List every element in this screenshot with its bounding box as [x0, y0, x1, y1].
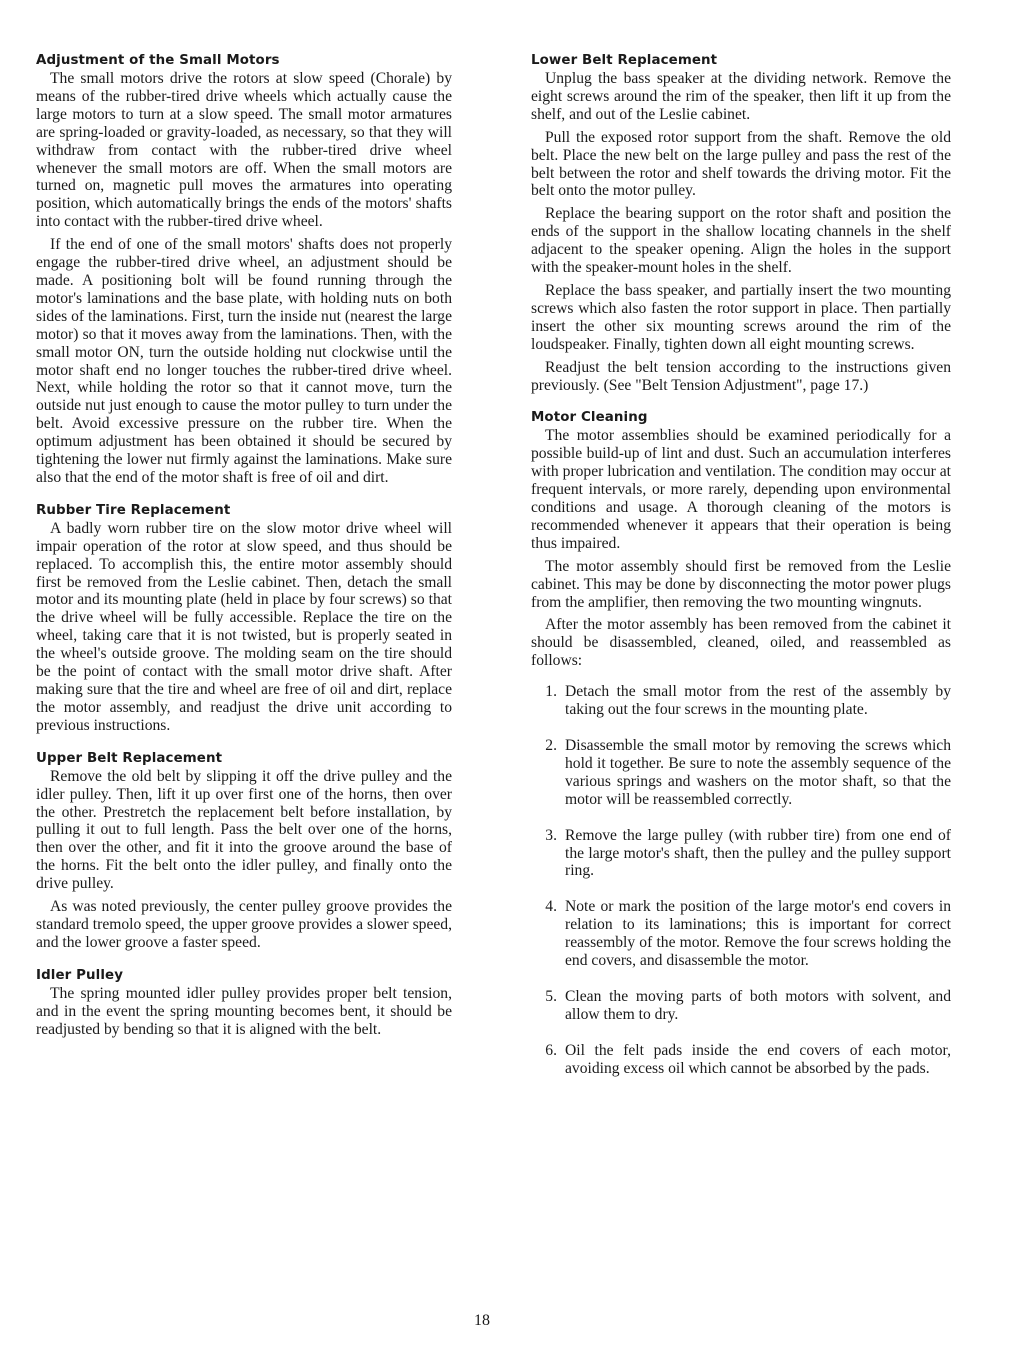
page-number: 18 [474, 1312, 490, 1329]
paragraph: The motor assembly should first be removed from the Leslie cabinet. This may be done by disconnecting the motor power plugs from the amplifier, then removing the two mounting wingnuts. [531, 557, 951, 611]
list-item [531, 737, 951, 809]
paragraph: Replace the bearing support on the rotor shaft and position the ends of the support in the shallow locating channels in the shelf adjacent to the speaker opening. Align the holes in the support with the speaker-mount holes in the shelf. [531, 205, 951, 277]
section-upper-belt-replacement [36, 750, 452, 952]
paragraph: Unplug the bass speaker at the dividing network. Remove the eight screws around the rim of the speaker, then lift it up from the shelf, and out of the Leslie cabinet. [531, 70, 951, 123]
step-number: 3. [545, 826, 557, 844]
list-item [531, 898, 951, 970]
step-text: Disassemble the small motor by removing the screws which hold it together. Be sure to note the assembly sequence of the various springs and washers on the motor shaft, so that the motor will be reassembled correctly. [565, 737, 951, 808]
section-heading: Idler Pulley [36, 967, 124, 983]
paragraph: A badly worn rubber tire on the slow motor drive wheel will impair operation of the rotor at slow speed, and thus should be replaced. To accomplish this, the entire motor assembly should first be removed from the Leslie cabinet. Then, detach the small motor and its mounting plate (held in place by four screws) so that the drive wheel will be fully accessible. Replace the tire on the wheel, taking care that it is not twisted, but is properly seated in the wheel's outside groove. The molding seam on the tire should be the point of contact with the small motor drive shaft. After making sure that the tire and wheel are free of oil and dirt, replace the motor assembly, and readjust the drive unit according to previous instructions. [36, 519, 452, 734]
section-motor-cleaning [531, 409, 951, 1077]
list-item [531, 683, 951, 719]
list-item [531, 827, 951, 881]
step-text: Remove the large pulley (with rubber tire) from one end of the large motor's shaft, then the pulley and the pulley support ring. [565, 826, 951, 880]
paragraph: Readjust the belt tension according to the instructions given previously. (See "Belt Tension Adjustment", page 17.) [531, 358, 951, 394]
paragraph: Remove the old belt by slipping it off the drive pulley and the idler pulley. Then, lift it up over first one of the horns, then over the other. Prestretch the replacement belt before installation, by pulling it out to full length. Pass the belt over one of the horns, then over the other, and fit it into the groove around the base of the horns. Fit the belt onto the idler pulley, and finally onto the drive pulley. [36, 767, 452, 893]
step-text: Note or mark the position of the large motor's end covers in relation to its laminations; this is important for correct reassembly of the motor. Remove the four screws holding the end covers, and disassemble the motor. [565, 898, 951, 970]
paragraph: The spring mounted idler pulley provides proper belt tension, and in the event the spring mounting becomes bent, it should be readjusted by bending so that it is aligned with the belt. [36, 984, 452, 1038]
section-heading: Lower Belt Replacement [531, 53, 718, 68]
section-heading: Adjustment of the Small Motors [36, 53, 280, 68]
section-heading: Rubber Tire Replacement [36, 502, 231, 518]
left-column [36, 52, 452, 1044]
section-adjustment-small-motors [36, 52, 452, 487]
step-number: 6. [545, 1041, 557, 1059]
list-item [531, 988, 951, 1024]
step-number: 2. [545, 737, 557, 754]
section-heading: Upper Belt Replacement [36, 750, 223, 766]
step-number: 1. [545, 683, 557, 701]
paragraph: Replace the bass speaker, and partially insert the two mounting screws which also fasten the rotor support in place. Then partially insert the other six mounting screws around the rim of the loudspeaker. Finally, tighten down all eight mounting screws. [531, 281, 951, 353]
step-number: 5. [545, 987, 557, 1005]
right-column [531, 52, 951, 1096]
list-item [531, 1042, 951, 1078]
step-number: 4. [545, 898, 557, 916]
paragraph: The motor assemblies should be examined periodically for a possible build-up of lint and dust. Such an accumulation interferes with proper lubrication and ventilation. The condition may occur at frequent intervals, or more rarely, depending upon environmental conditions and usage. A thorough cleaning of the motors is recommended whenever it appears that their operation is being thus impaired. [531, 427, 951, 552]
cleaning-steps-list [531, 683, 951, 1077]
paragraph: The small motors drive the rotors at slow speed (Chorale) by means of the rubber-tired drive wheels which actually cause the large motors to turn at a slow speed. The small motor armatures are spring-loaded or gravity-loaded, as necessary, so that they will withdraw from contact with the rubber-tired drive wheel whenever the small motors are off. When the small motors are turned on, magnetic pull moves the armatures into operating position, which automatically brings the ends of the motors' shafts into contact with the rubber-tired drive wheel. [36, 70, 452, 231]
section-rubber-tire-replacement [36, 502, 452, 735]
paragraph: Pull the exposed rotor support from the shaft. Remove the old belt. Place the new belt on the large pulley and pass the rest of the belt between the rotor and shelf towards the driving motor. Fit the belt onto the motor pulley. [531, 128, 951, 200]
paragraph: After the motor assembly has been removed from the cabinet it should be disassembled, cleaned, oiled, and reassembled as follows: [531, 616, 951, 670]
paragraph: As was noted previously, the center pulley groove provides the standard tremolo speed, the upper groove provides a slower speed, and the lower groove a faster speed. [36, 898, 452, 951]
step-text: Detach the small motor from the rest of the assembly by taking out the four screws in the mounting plate. [565, 683, 951, 719]
section-heading: Motor Cleaning [531, 410, 648, 426]
section-idler-pulley [36, 967, 452, 1039]
section-lower-belt-replacement [531, 52, 951, 394]
paragraph: If the end of one of the small motors' shafts does not properly engage the rubber-tired drive wheel, an adjustment should be made. A positioning bolt will be found running through the motor's laminations and the base plate, with holding nuts on both sides of the laminations. First, turn the inside nut (nearest the large motor) so that it moves away from the laminations. Then, with the small motor ON, turn the outside holding nut clockwise until the motor shaft end no longer touches the rubber-tired drive wheel. Next, while holding the rotor so that it cannot move, turn the outside nut just enough to cause the motor pulley to turn under the belt. Avoid excessive pressure on the rubber tire. When the optimum adjustment has been obtained it should be secured by tightening the lower nut firmly against the laminations. Make sure also that the end of the motor shaft is free of oil and dirt. [36, 236, 452, 486]
step-text: Oil the felt pads inside the end covers of each motor, avoiding excess oil which cannot be absorbed by the pads. [565, 1041, 951, 1077]
step-text: Clean the moving parts of both motors with solvent, and allow them to dry. [565, 987, 951, 1023]
